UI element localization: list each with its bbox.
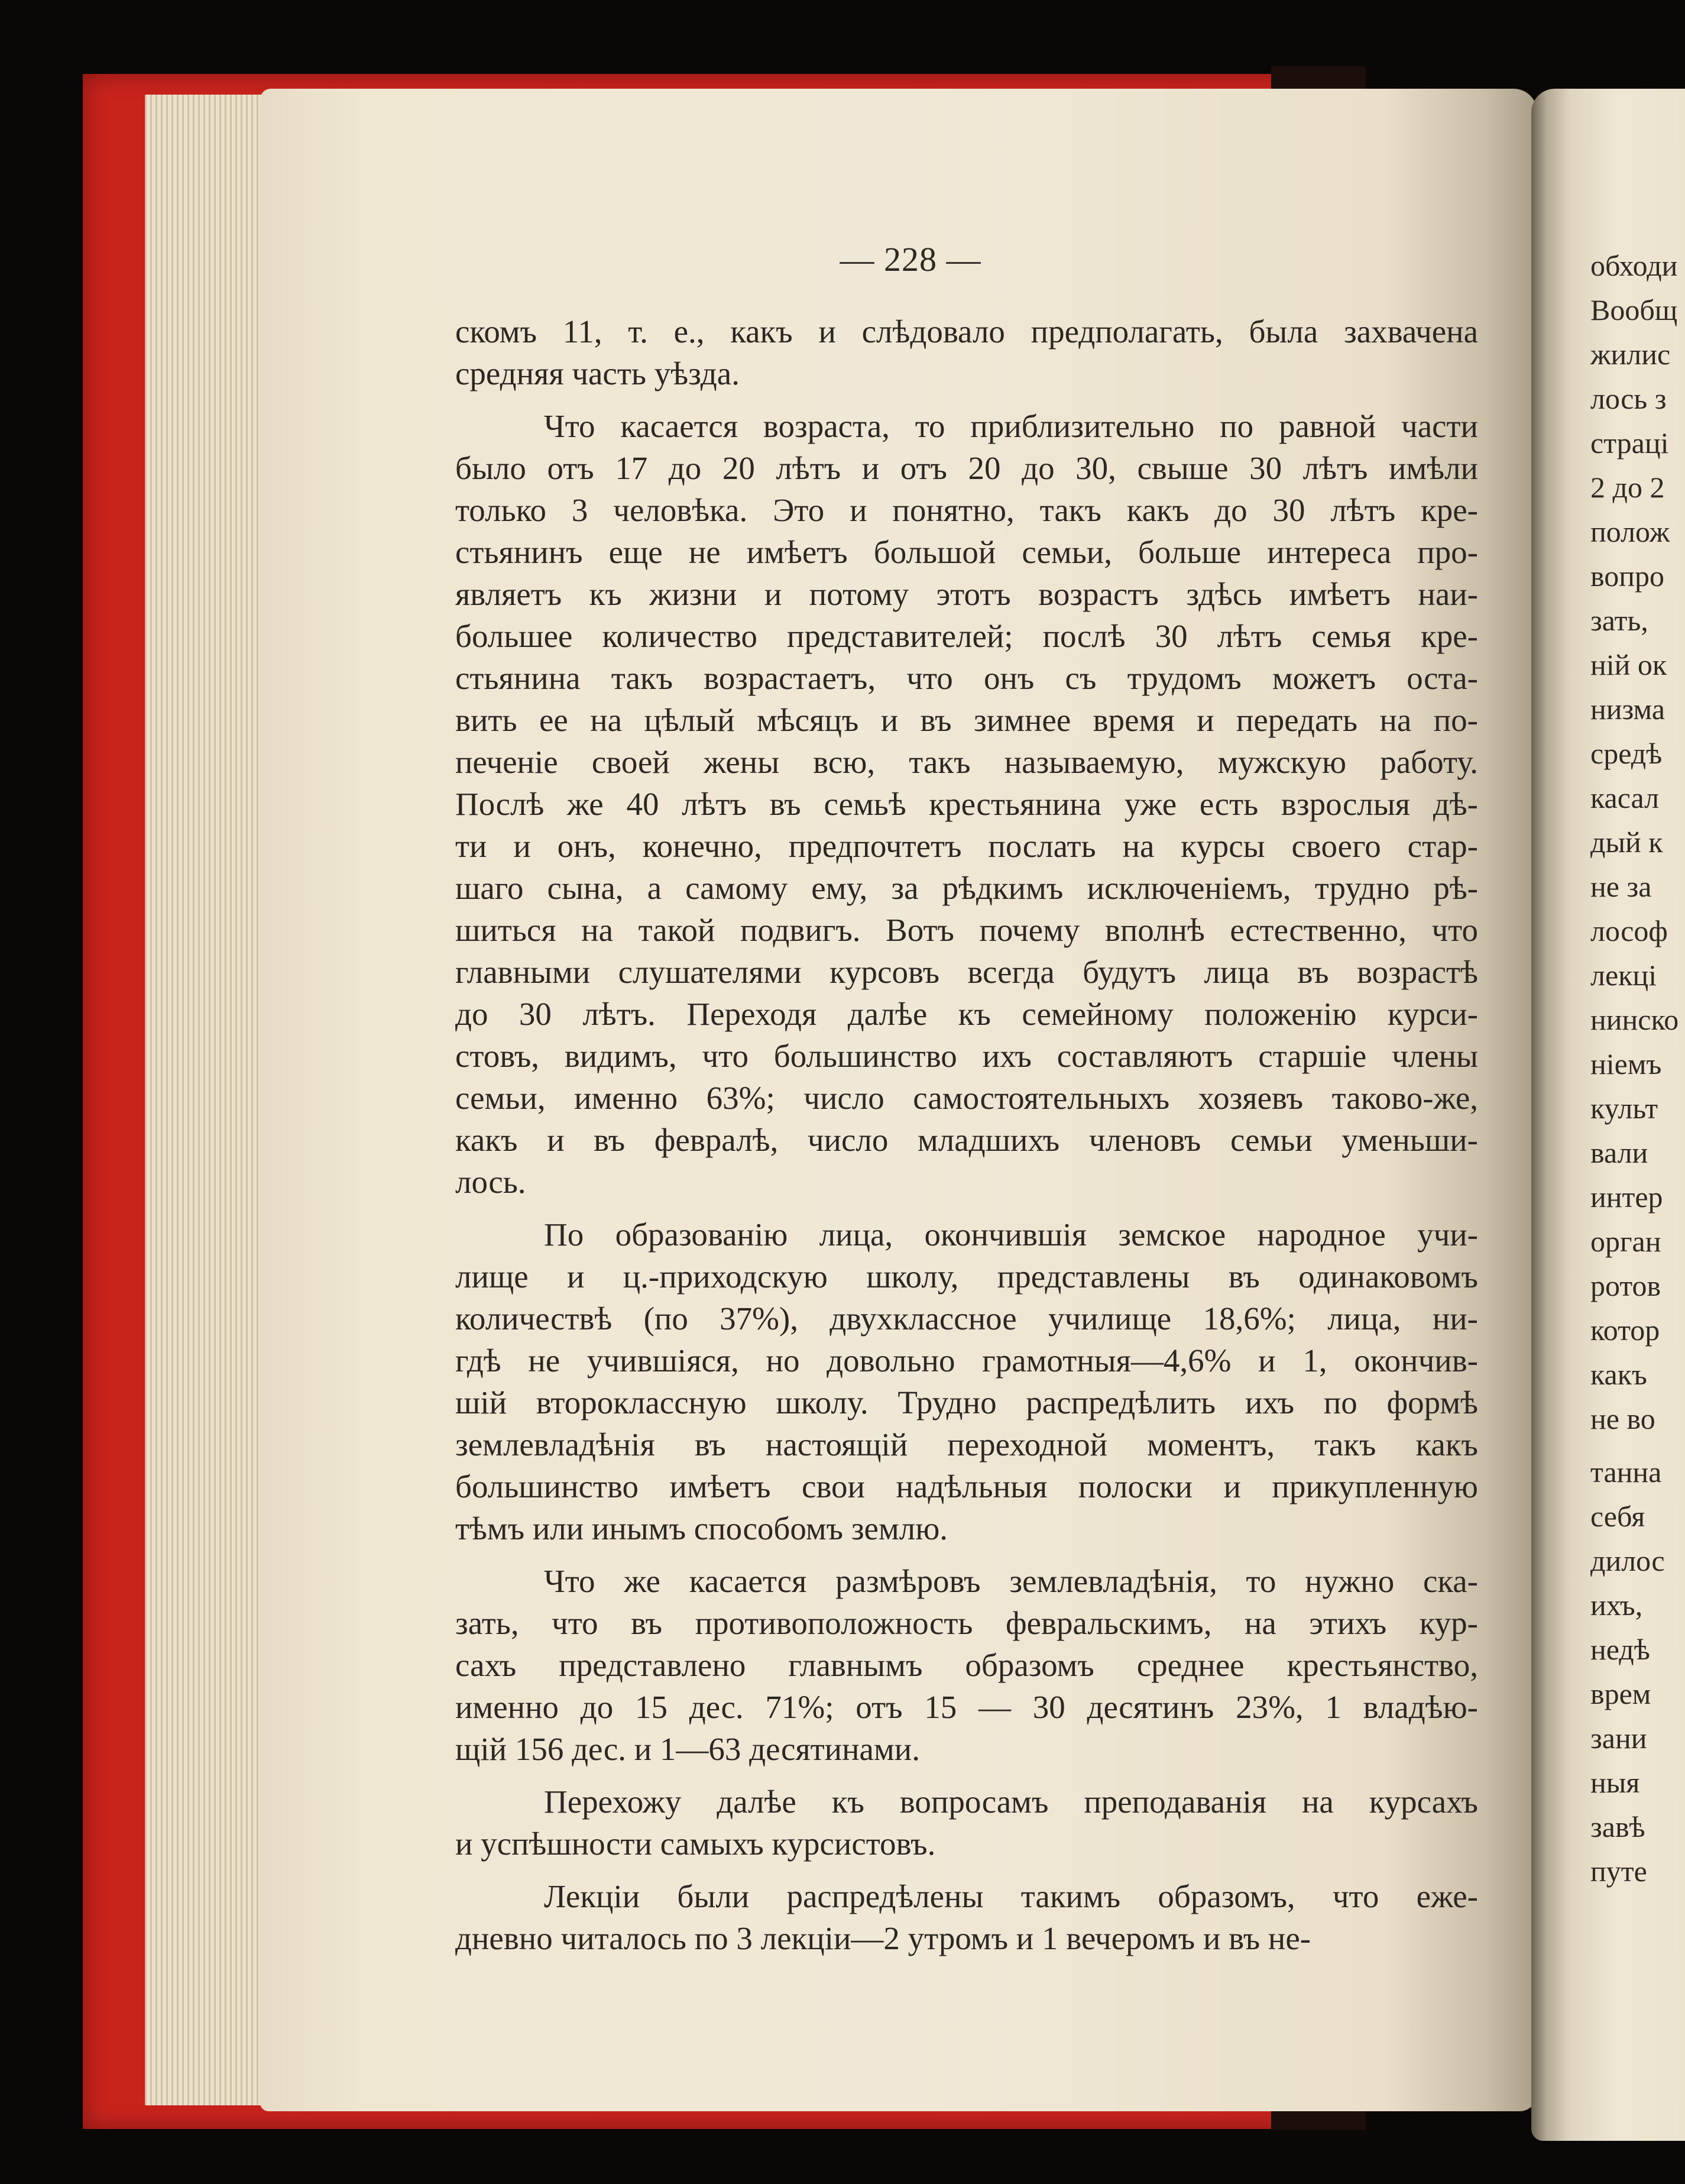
facing-page-line: путе bbox=[1590, 1855, 1647, 1888]
text-line: сахъ представлено главнымъ образомъ среднее крестьянство, bbox=[455, 1647, 1478, 1683]
paragraph-gap bbox=[455, 1865, 1478, 1875]
facing-page-line: ній ок bbox=[1590, 648, 1667, 681]
text-line: стьянина такъ возрастаетъ, что онъ съ трудомъ можетъ оста- bbox=[455, 660, 1478, 696]
text-line: какъ и въ февралѣ, число младшихъ членовъ семьи уменьши- bbox=[455, 1122, 1478, 1158]
text-line: шаго сына, а самому ему, за рѣдкимъ исключеніемъ, трудно рѣ- bbox=[455, 870, 1478, 906]
facing-page-line: касал bbox=[1590, 781, 1660, 814]
facing-page-line: какъ bbox=[1590, 1358, 1647, 1391]
facing-page-line: нинско bbox=[1590, 1003, 1679, 1036]
facing-page-line: лекці bbox=[1590, 959, 1657, 992]
facing-page-line: Вообщ bbox=[1590, 293, 1678, 326]
page-number: — 228 — bbox=[840, 240, 981, 279]
facing-page-line: вали bbox=[1590, 1136, 1648, 1169]
paragraph-gap bbox=[455, 394, 1478, 405]
text-line: стовъ, видимъ, что большинство ихъ составляютъ старшіе члены bbox=[455, 1038, 1478, 1074]
text-line: По образованію лица, окончившія земское народное учи- bbox=[544, 1216, 1478, 1253]
paragraph bbox=[455, 310, 1478, 394]
facing-page-line: зать, bbox=[1590, 604, 1648, 637]
facing-page-line: ніемъ bbox=[1590, 1047, 1662, 1080]
facing-page bbox=[1531, 89, 1685, 2141]
facing-page-line: жилис bbox=[1590, 338, 1671, 371]
facing-page-line: танна bbox=[1590, 1455, 1662, 1489]
facing-page-line: вопро bbox=[1590, 559, 1665, 593]
text-line: гдѣ не учившіяся, но довольно грамотныя—4,6% и 1, окончив- bbox=[455, 1342, 1478, 1379]
paragraph-gap bbox=[455, 1203, 1478, 1214]
text-line: Перехожу далѣе къ вопросамъ преподаванія на курсахъ bbox=[544, 1784, 1478, 1820]
text-line: являетъ къ жизни и потому этотъ возрастъ здѣсь имѣетъ наи- bbox=[455, 576, 1478, 612]
paragraph bbox=[455, 1214, 1478, 1549]
facing-page-line: 2 до 2 bbox=[1590, 471, 1665, 504]
text-line: вить ее на цѣлый мѣсяцъ и въ зимнее время и передать на по- bbox=[455, 702, 1478, 738]
text-line: ти и онъ, конечно, предпочтетъ послать на курсы своего стар- bbox=[455, 828, 1478, 864]
text-line: скомъ 11, т. е., какъ и слѣдовало предполагать, была захвачена bbox=[455, 313, 1478, 350]
facing-page-line: интер bbox=[1590, 1180, 1663, 1214]
paragraph bbox=[455, 1781, 1478, 1865]
text-line: лище и ц.-приходскую школу, представлены въ одинаковомъ bbox=[455, 1258, 1478, 1295]
text-line: щій 156 дес. и 1—63 десятинами. bbox=[455, 1731, 920, 1767]
text-line: средняя часть уѣзда. bbox=[455, 355, 740, 391]
facing-page-line: лософ bbox=[1590, 914, 1668, 947]
text-line: и успѣшности самыхъ курсистовъ. bbox=[455, 1826, 936, 1862]
text-line: Что касается возраста, то приблизительно по равной части bbox=[544, 408, 1478, 444]
facing-page-line: не во bbox=[1590, 1402, 1655, 1435]
text-line: только 3 человѣка. Это и понятно, такъ какъ до 30 лѣтъ кре- bbox=[455, 492, 1478, 528]
text-line: зать, что въ противоположность февральскимъ, на этихъ кур- bbox=[455, 1605, 1478, 1641]
text-line: Лекціи были распредѣлены такимъ образомъ, что еже- bbox=[544, 1878, 1478, 1914]
text-line: лось. bbox=[455, 1164, 526, 1200]
facing-page-line: дый к bbox=[1590, 826, 1663, 859]
facing-page-line: не за bbox=[1590, 870, 1652, 903]
facing-page-line: орган bbox=[1590, 1225, 1661, 1258]
facing-page-line: ротов bbox=[1590, 1269, 1661, 1302]
facing-page-line: страці bbox=[1590, 426, 1669, 460]
facing-page-line: котор bbox=[1590, 1313, 1660, 1347]
text-line: было отъ 17 до 20 лѣтъ и отъ 20 до 30, свыше 30 лѣтъ имѣли bbox=[455, 450, 1478, 486]
text-line: до 30 лѣтъ. Переходя далѣе къ семейному положенію курси- bbox=[455, 996, 1478, 1032]
text-line: семьи, именно 63%; число самостоятельныхъ хозяевъ таково-же, bbox=[455, 1080, 1478, 1116]
facing-page-line: дилос bbox=[1590, 1544, 1665, 1577]
facing-page-line: врем bbox=[1590, 1677, 1651, 1710]
text-line: шиться на такой подвигъ. Вотъ почему вполнѣ естественно, что bbox=[455, 912, 1478, 948]
text-line: именно до 15 дес. 71%; отъ 15 — 30 десятинъ 23%, 1 владѣю- bbox=[455, 1689, 1478, 1725]
text-line: стьянинъ еще не имѣетъ большой семьи, больше интереса про- bbox=[455, 534, 1478, 570]
page-text bbox=[455, 310, 1478, 1959]
text-line: большинство имѣетъ свои надѣльныя полоски и прикупленную bbox=[455, 1468, 1478, 1504]
text-line: землевладѣнія въ настоящій переходной моментъ, такъ какъ bbox=[455, 1426, 1478, 1463]
facing-page-line: лось з bbox=[1590, 382, 1667, 415]
facing-page-line: обходи bbox=[1590, 249, 1678, 282]
paragraph bbox=[455, 1875, 1478, 1959]
facing-page-line: низма bbox=[1590, 693, 1665, 726]
text-line: количествѣ (по 37%), двухклассное училище 18,6%; лица, ни- bbox=[455, 1300, 1478, 1337]
text-line: Послѣ же 40 лѣтъ въ семьѣ крестьянина уже есть взрослыя дѣ- bbox=[455, 786, 1478, 822]
facing-page-line: средѣ bbox=[1590, 737, 1663, 770]
text-line: печеніе своей жены всю, такъ называемую, мужскую работу. bbox=[455, 744, 1478, 780]
facing-page-line: ихъ, bbox=[1590, 1588, 1643, 1622]
text-line: Что же касается размѣровъ землевладѣнія, то нужно ска- bbox=[544, 1563, 1478, 1599]
paragraph-gap bbox=[455, 1770, 1478, 1781]
facing-page-line: культ bbox=[1590, 1092, 1658, 1125]
text-line: большее количество представителей; послѣ 30 лѣтъ семья кре- bbox=[455, 618, 1478, 654]
facing-page-line: полож bbox=[1590, 515, 1670, 548]
text-line: тѣмъ или инымъ способомъ землю. bbox=[455, 1510, 948, 1546]
paragraph-gap bbox=[455, 1549, 1478, 1560]
facing-page-line: недѣ bbox=[1590, 1633, 1650, 1666]
facing-page-line: завѣ bbox=[1590, 1810, 1645, 1843]
paragraph bbox=[455, 1560, 1478, 1770]
text-line: главными слушателями курсовъ всегда будутъ лица въ возрастѣ bbox=[455, 954, 1478, 990]
paragraph bbox=[455, 405, 1478, 1203]
text-line: дневно читалось по 3 лекціи—2 утромъ и 1 вечеромъ и въ не- bbox=[455, 1920, 1311, 1956]
facing-page-line: ныя bbox=[1590, 1766, 1640, 1799]
facing-page-line: себя bbox=[1590, 1500, 1645, 1533]
facing-page-line: зани bbox=[1590, 1722, 1647, 1755]
text-line: шій второклассную школу. Трудно распредѣлить ихъ по формѣ bbox=[455, 1384, 1478, 1421]
